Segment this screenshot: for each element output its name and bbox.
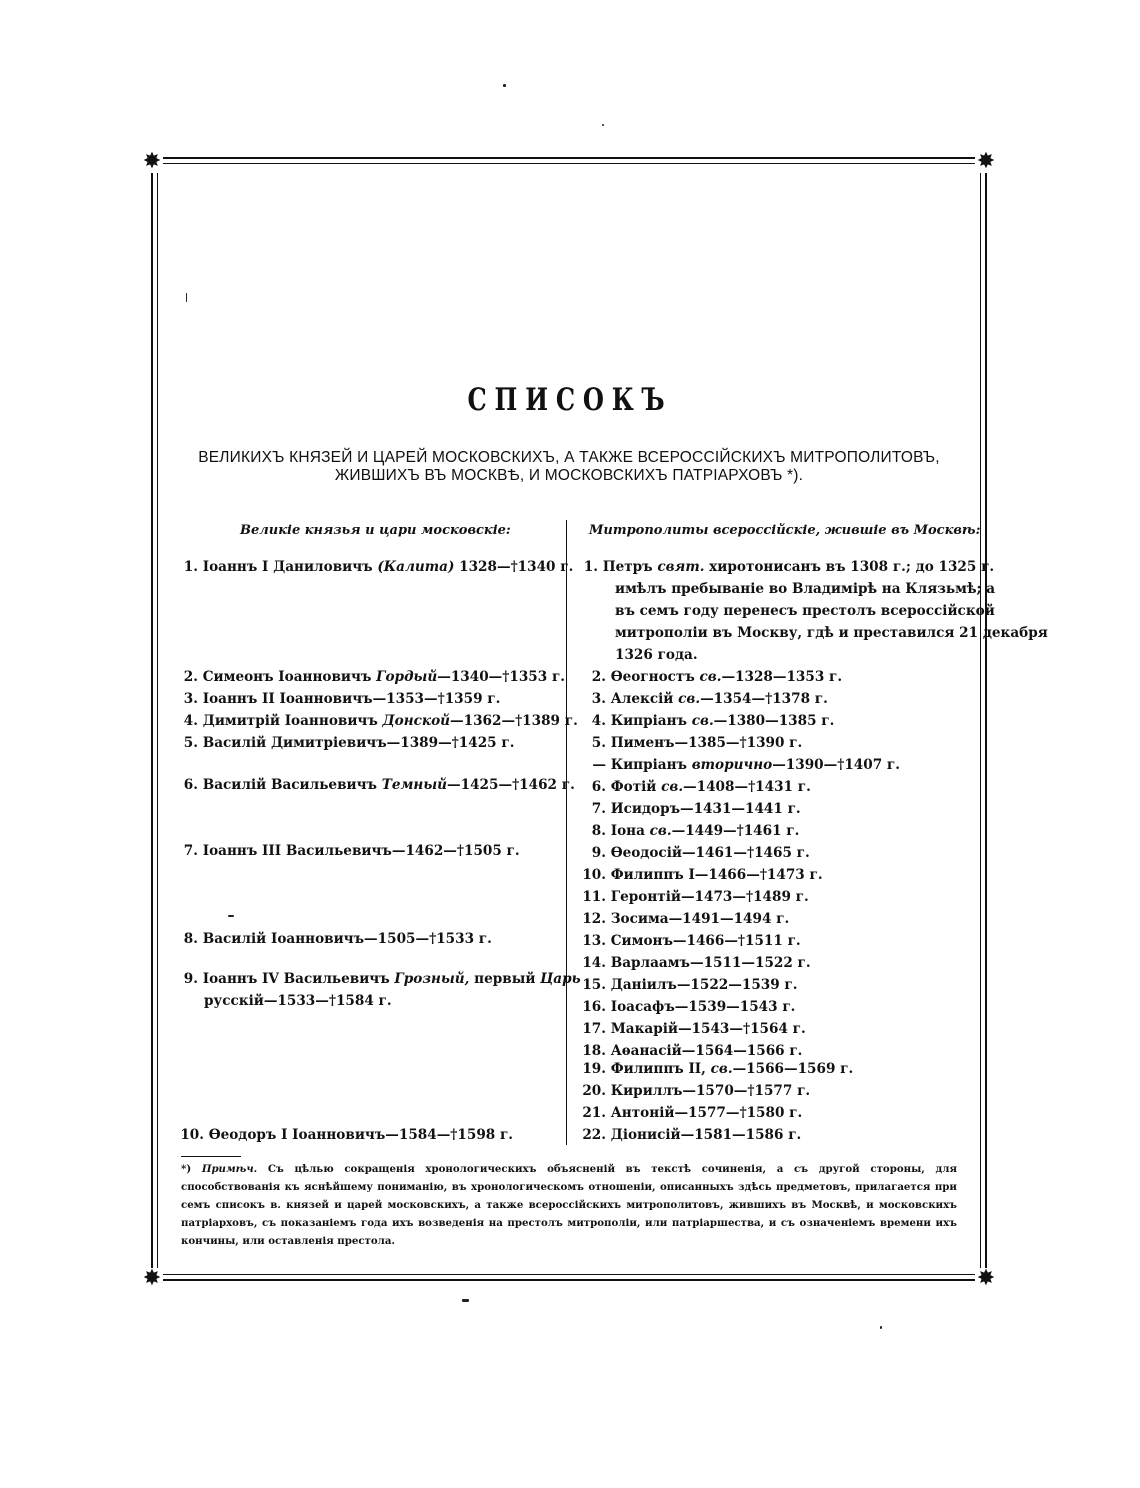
scan-speck bbox=[186, 293, 187, 302]
subtitle-line-1: ВЕЛИКИХЪ КНЯЗЕЙ И ЦАРЕЙ МОСКОВСКИХЪ, А ТАКЖЕ ВСЕРОССІЙСКИХЪ МИТРОПОЛИТОВЪ, bbox=[198, 449, 940, 466]
list-item: въ семъ году перенесъ престолъ всероссійской bbox=[615, 603, 995, 619]
list-item: русскій—1533—†1584 г. bbox=[204, 993, 392, 1009]
list-item: 10. Ѳеодоръ I Іоанновичъ—1584—†1598 г. bbox=[180, 1127, 514, 1143]
list-item: 20. Кириллъ—1570—†1577 г. bbox=[582, 1083, 811, 1099]
list-item: митрополіи въ Москву, гдѣ и преставился 21 декабря bbox=[615, 625, 1048, 641]
list-item: 1. Петръ свят. хиротонисанъ въ 1308 г.; до 1325 г. bbox=[583, 559, 995, 575]
list-item: 9. Іоаннъ IV Васильевичъ Грозный, первый Царь bbox=[183, 971, 581, 987]
footnote-rule bbox=[181, 1156, 241, 1157]
list-item: 1326 года. bbox=[615, 647, 698, 663]
list-item: 21. Антоній—1577—†1580 г. bbox=[582, 1105, 803, 1121]
list-item: 19. Филиппъ II, св.—1566—1569 г. bbox=[582, 1061, 854, 1077]
scan-speck bbox=[462, 1299, 469, 1302]
list-item: 8. Василій Іоанновичъ—1505—†1533 г. bbox=[183, 931, 492, 947]
corner-ornament-icon: ✸ bbox=[976, 1266, 996, 1291]
corner-ornament-icon: ✸ bbox=[142, 149, 162, 174]
list-item: 12. Зосима—1491—1494 г. bbox=[582, 911, 790, 927]
list-item: 3. Алексій св.—1354—†1378 г. bbox=[591, 691, 828, 707]
list-item: 5. Пименъ—1385—†1390 г. bbox=[591, 735, 803, 751]
list-item: 6. Василій Васильевичъ Темный—1425—†1462 г. bbox=[183, 777, 575, 793]
right-column-heading: Митрополиты всероссійскіе, жившіе въ Москвѣ: bbox=[589, 523, 981, 538]
list-item: 15. Даніилъ—1522—1539 г. bbox=[582, 977, 798, 993]
scan-speck bbox=[880, 1326, 882, 1329]
scan-speck bbox=[228, 915, 234, 917]
list-item: 13. Симонъ—1466—†1511 г. bbox=[582, 933, 801, 949]
list-item: 8. Іона св.—1449—†1461 г. bbox=[591, 823, 800, 839]
list-item: 7. Іоаннъ III Васильевичъ—1462—†1505 г. bbox=[183, 843, 520, 859]
list-item: 9. Ѳеодосій—1461—†1465 г. bbox=[591, 845, 810, 861]
list-item: 2. Симеонъ Іоанновичъ Гордый—1340—†1353 г. bbox=[183, 669, 566, 685]
scan-speck bbox=[602, 124, 604, 126]
list-item: 4. Димитрій Іоанновичъ Донской—1362—†1389 г. bbox=[183, 713, 578, 729]
list-item: имѣлъ пребываніе во Владимірѣ на Клязьмѣ; а bbox=[615, 581, 996, 597]
list-item: 10. Филиппъ I—1466—†1473 г. bbox=[582, 867, 823, 883]
list-item: 11. Геронтій—1473—†1489 г. bbox=[582, 889, 809, 905]
list-item: 17. Макарій—1543—†1564 г. bbox=[582, 1021, 806, 1037]
list-item: 1. Іоаннъ I Даниловичъ (Калита) 1328—†1340 г. bbox=[183, 559, 574, 575]
page-title: СПИСОКЪ bbox=[467, 382, 673, 418]
scan-speck bbox=[503, 84, 506, 87]
list-item: 3. Іоаннъ II Іоанновичъ—1353—†1359 г. bbox=[183, 691, 501, 707]
corner-ornament-icon: ✸ bbox=[976, 149, 996, 174]
list-item: 4. Кипріанъ св.—1380—1385 г. bbox=[591, 713, 835, 729]
left-column-heading: Великіе князья и цари московскіе: bbox=[240, 523, 511, 538]
list-item: 2. Ѳеогностъ св.—1328—1353 г. bbox=[591, 669, 843, 685]
list-item: 5. Василій Димитріевичъ—1389—†1425 г. bbox=[183, 735, 515, 751]
list-item: 14. Варлаамъ—1511—1522 г. bbox=[582, 955, 811, 971]
list-item: 6. Фотій св.—1408—†1431 г. bbox=[591, 779, 811, 795]
subtitle-line-2: ЖИВШИХЪ ВЪ МОСКВѢ, И МОСКОВСКИХЪ ПАТРІАРХОВЪ *). bbox=[334, 467, 804, 484]
footnote: *) Примѣч. Съ цѣлью сокращенія хронологическихъ объясненій въ текстѣ сочиненія, а съ другой стороны, для способствованія къ яснѣйшему пониманію, въ хронологическомъ отношеніи, описанныхъ здѣсь предметовъ, прилагается при семъ списокъ в. князей и царей московскихъ, а также всероссійскихъ митрополитовъ, жившихъ въ Москвѣ, и московскихъ патріарховъ, съ показаніемъ года ихъ возведенія на престолъ митрополіи, или патріаршества, и съ означеніемъ времени ихъ кончины, или оставленія престола. bbox=[181, 1163, 957, 1247]
list-item: 18. Аѳанасій—1564—1566 г. bbox=[582, 1043, 803, 1059]
list-item: 16. Іоасафъ—1539—1543 г. bbox=[582, 999, 796, 1015]
corner-ornament-icon: ✸ bbox=[142, 1266, 162, 1291]
list-item: 7. Исидоръ—1431—1441 г. bbox=[591, 801, 801, 817]
column-divider bbox=[566, 520, 567, 1145]
list-item: — Кипріанъ вторично—1390—†1407 г. bbox=[592, 757, 900, 773]
list-item: 22. Діонисій—1581—1586 г. bbox=[582, 1127, 802, 1143]
